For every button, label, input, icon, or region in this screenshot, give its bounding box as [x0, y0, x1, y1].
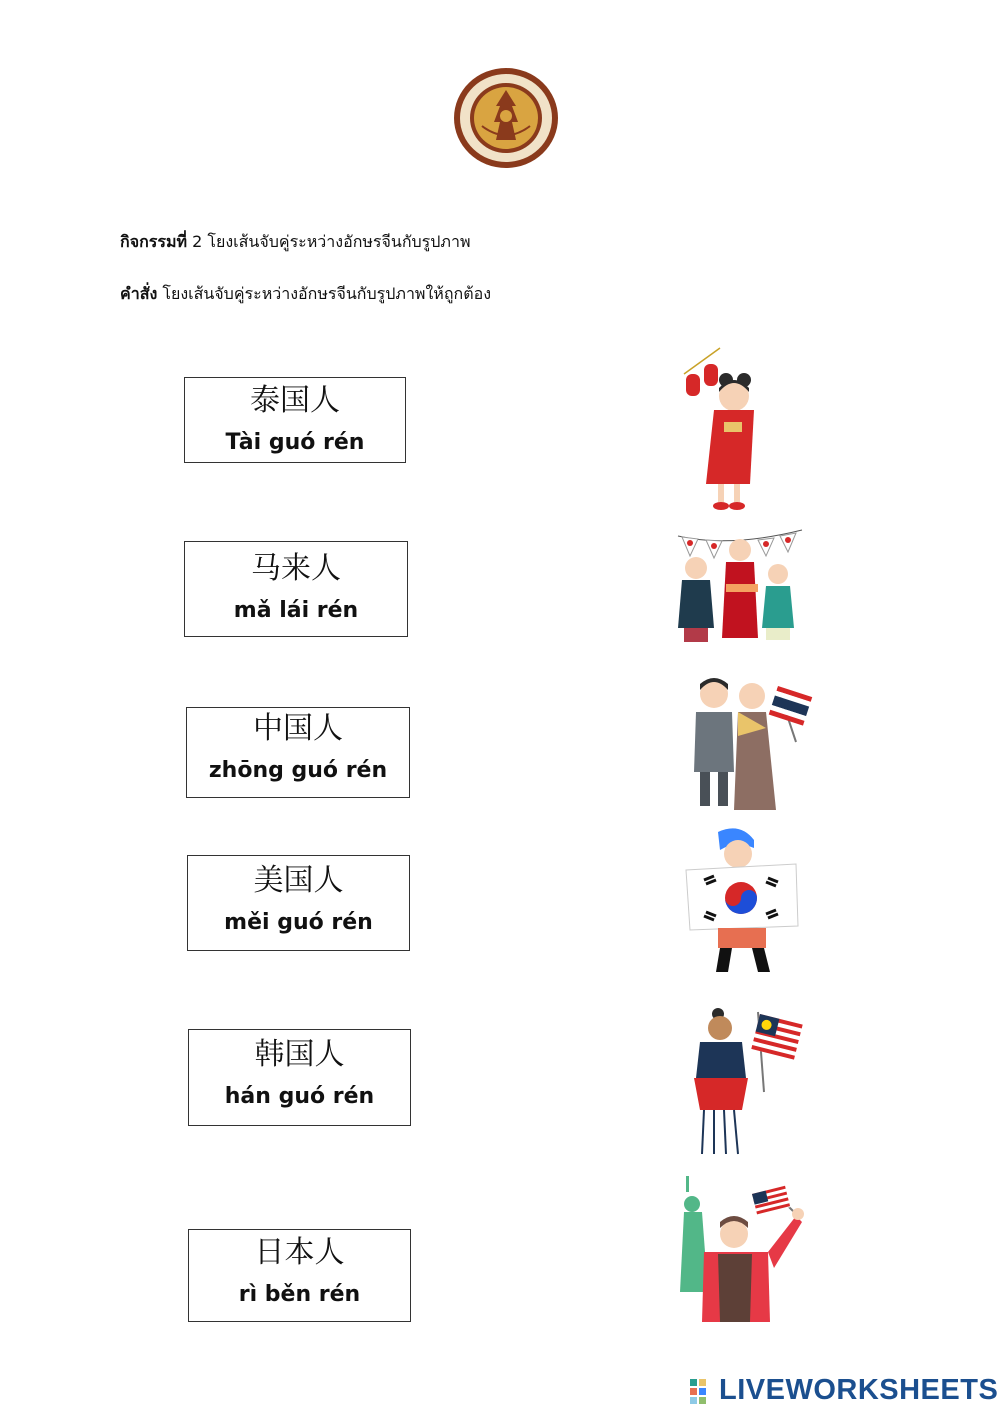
- thai-couple-with-flag-icon[interactable]: [692, 672, 816, 814]
- pinyin-text: rì běn rén: [238, 1282, 361, 1307]
- command-label: คำสั่ง: [120, 284, 158, 303]
- match-card-thai[interactable]: [184, 377, 406, 463]
- korean-boy-with-flag-icon[interactable]: [684, 826, 802, 974]
- activity-text: 2 โยงเส้นจับคู่ระหว่างอักษรจีนกับรูปภาพ: [187, 232, 471, 251]
- japanese-family-in-kimono-icon[interactable]: [654, 528, 804, 652]
- malay-woman-with-flag-icon[interactable]: [688, 1002, 812, 1162]
- hanzi-text: 泰国人: [250, 383, 340, 418]
- liveworksheets-logo-icon: [690, 1378, 716, 1404]
- pinyin-text: Tài guó rén: [225, 430, 365, 455]
- match-card-malay[interactable]: [184, 541, 408, 637]
- hanzi-text: 日本人: [254, 1235, 345, 1270]
- hanzi-text: 韩国人: [254, 1037, 345, 1072]
- hanzi-text: 中国人: [253, 711, 343, 746]
- brand-text: LIVEWORKSHEETS: [719, 1374, 999, 1406]
- hanzi-text: 马来人: [251, 551, 341, 586]
- match-card-chinese[interactable]: [186, 707, 410, 798]
- american-man-with-liberty-icon[interactable]: [678, 1172, 808, 1324]
- match-card-japanese[interactable]: [188, 1229, 411, 1322]
- command-line: [120, 282, 491, 307]
- liveworksheets-brand[interactable]: [690, 1374, 998, 1407]
- hanzi-text: 美国人: [253, 863, 344, 898]
- activity-label: กิจกรรมที่: [120, 232, 188, 251]
- match-card-korean[interactable]: [188, 1029, 411, 1126]
- activity-line: [120, 230, 471, 255]
- vocational-education-commission-seal-icon: [452, 66, 560, 170]
- command-text: โยงเส้นจับคู่ระหว่างอักษรจีนกับรูปภาพให้ถูกต้อง: [157, 284, 492, 303]
- chinese-girl-with-lanterns-icon[interactable]: [676, 344, 756, 514]
- pinyin-text: mǎ lái rén: [233, 598, 359, 623]
- match-card-american[interactable]: [187, 855, 410, 951]
- pinyin-text: zhōng guó rén: [208, 758, 388, 783]
- pinyin-text: měi guó rén: [224, 910, 373, 935]
- pinyin-text: hán guó rén: [224, 1084, 375, 1109]
